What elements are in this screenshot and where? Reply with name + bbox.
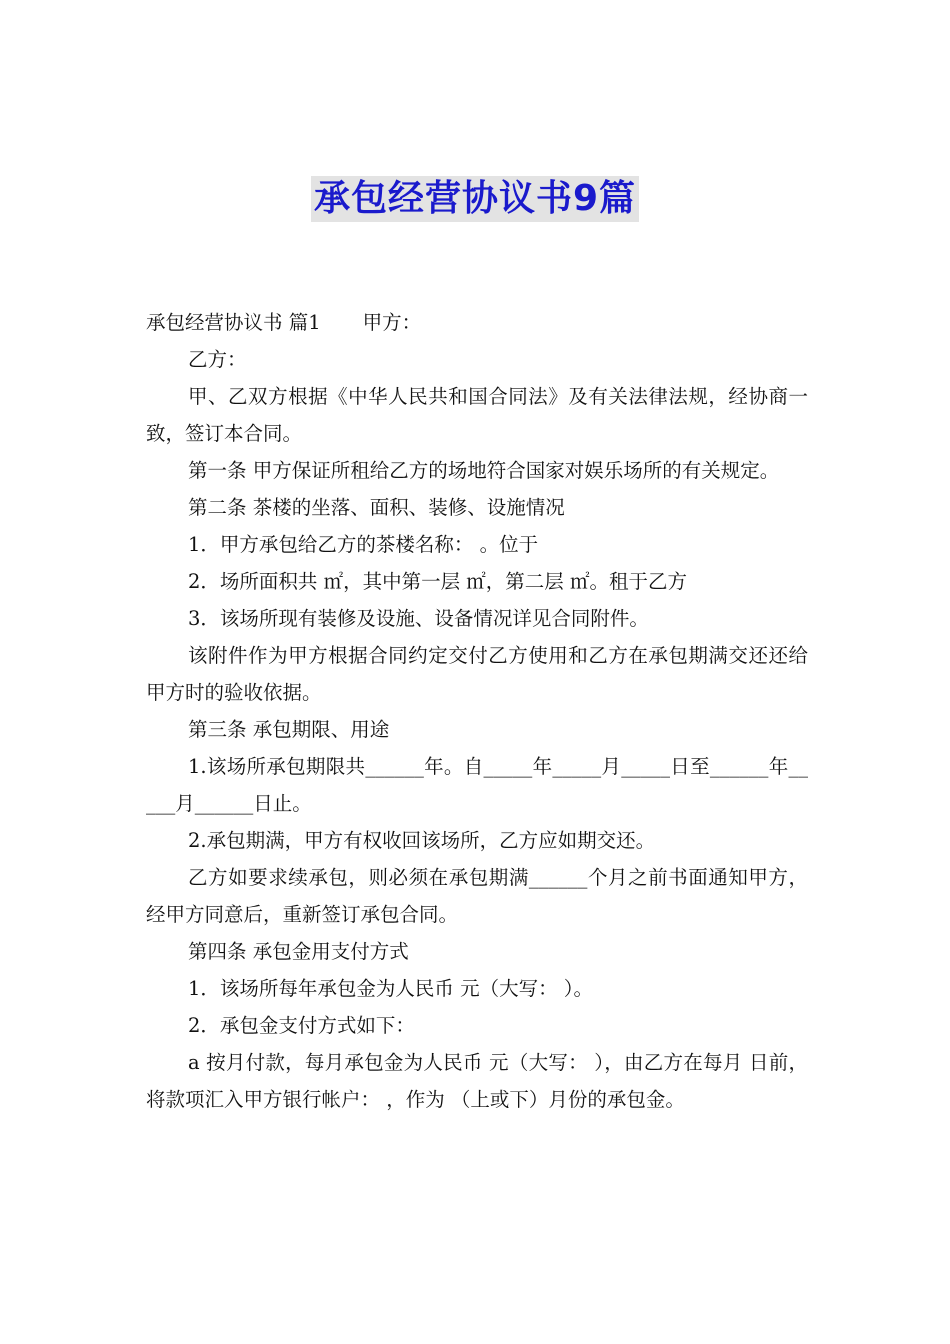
paragraph: 第一条 甲方保证所租给乙方的场地符合国家对娱乐场所的有关规定。 [188, 459, 780, 482]
document-title: 承包经营协议书9篇 [311, 176, 639, 222]
paragraph: 2.承包期满，甲方有权收回该场所，乙方应如期交还。 [188, 829, 656, 852]
paragraph: 第二条 茶楼的坐落、面积、装修、设施情况 [188, 496, 565, 519]
paragraph: 乙方如要求续承包，则必须在承包期满______个月之前书面通知甲方，经甲方同意后，重新签订承包合同。 [146, 866, 808, 926]
paragraph: 甲、乙双方根据《中华人民共和国合同法》及有关法律法规，经协商一致，签订本合同。 [146, 385, 808, 445]
paragraph: 乙方： [188, 348, 247, 371]
title-wrap [0, 176, 950, 222]
paragraph: 该附件作为甲方根据合同约定交付乙方使用和乙方在承包期满交还还给甲方时的验收依据。 [146, 644, 808, 704]
paragraph-heading [146, 304, 808, 341]
party-a-label: 甲方： [362, 311, 422, 334]
paragraph: 1．甲方承包给乙方的茶楼名称： 。位于 [188, 533, 539, 556]
paragraph: 3．该场所现有装修及设施、设备情况详见合同附件。 [188, 607, 649, 630]
paragraph: a 按月付款，每月承包金为人民币 元（大写： ），由乙方在每月 日前，将款项汇入甲方银行帐户： ，作为 （上或下）月份的承包金。 [146, 1051, 808, 1111]
paragraph: 第四条 承包金用支付方式 [188, 940, 409, 963]
paragraph: 2．承包金支付方式如下： [188, 1014, 415, 1037]
paragraph: 第三条 承包期限、用途 [188, 718, 390, 741]
paragraph: 1．该场所每年承包金为人民币 元（大写： ）。 [188, 977, 594, 1000]
section-heading: 承包经营协议书 篇1 [146, 311, 321, 334]
paragraph: 2．场所面积共 ㎡，其中第一层 ㎡，第二层 ㎡。租于乙方 [188, 570, 688, 593]
paragraph: 1.该场所承包期限共______年。自_____年_____月_____日至______年_____月______日止。 [146, 755, 808, 815]
document-body [146, 304, 808, 1118]
